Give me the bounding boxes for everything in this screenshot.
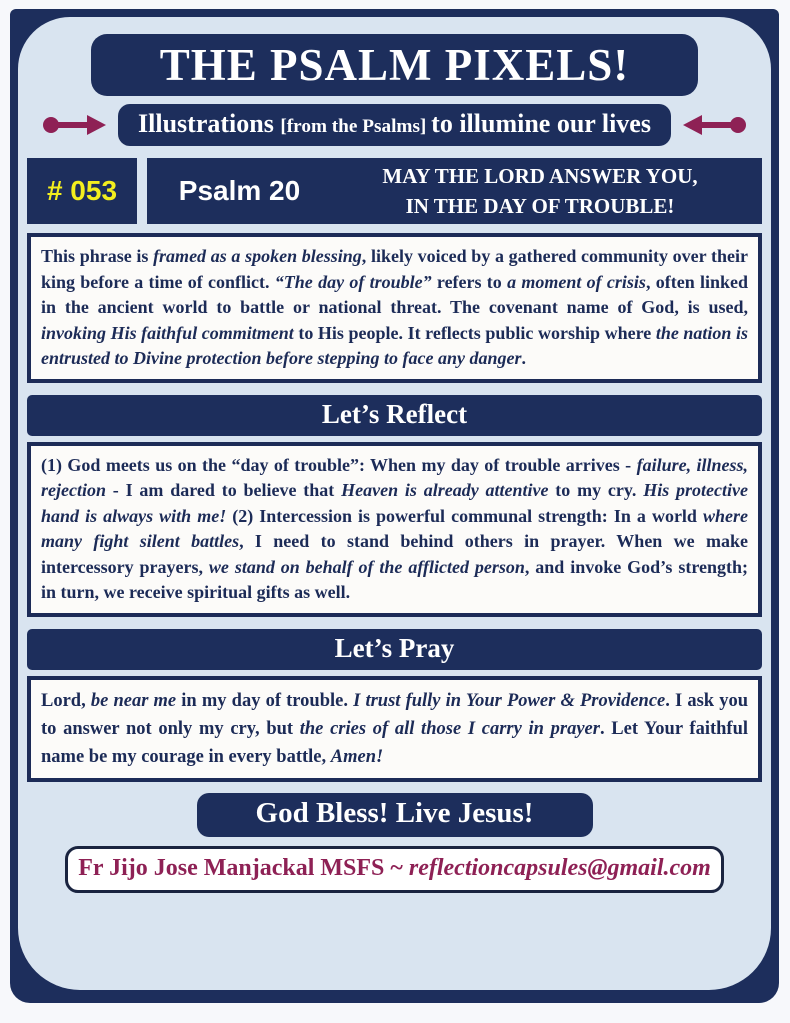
poster-card [10, 9, 779, 1003]
page-title: THE PSALM PIXELS! [159, 40, 630, 90]
edition-row [27, 158, 762, 224]
masthead [91, 34, 698, 96]
poster-content-panel [18, 17, 771, 990]
reflect-paragraph: (1) God meets us on the “day of trouble”: When my day of trouble arrives - failure, illness, rejection - I am dared to believe that Heaven is already attentive to my cry. His protective hand is always with me! (2) Intercession is powerful communal strength: In a world where many fight silent battles, I need to stand behind others in prayer. When we make intercessory prayers, we stand on behalf of the afflicted person, and invoke God’s strength; in turn, we receive spiritual gifts as well. [41, 454, 749, 603]
issue-number: # 053 [46, 175, 118, 206]
author-contact: Fr Jijo Jose Manjackal MSFS ~ reflectioncapsules@gmail.com [78, 855, 711, 882]
intro-paragraph: This phrase is framed as a spoken blessing, likely voiced by a gathered community over their king before a time of conflict. “The day of trouble” refers to a moment of crisis, often linked in the ancient world to battle or national threat. The covenant name of God, is used, invoking His faithful commitment to His people. It reflects public worship where the nation is entrusted to Divine protection before stepping to face any danger. [41, 246, 749, 369]
dot-arrow-right-icon [42, 113, 108, 137]
psalm-headline [332, 161, 762, 222]
prayer-paragraph-box [27, 676, 762, 782]
issue-number-box [27, 158, 137, 224]
author-contact-box [65, 846, 724, 893]
psalm-headline-box [147, 158, 762, 224]
reflect-section-header [27, 395, 762, 436]
tagline: Illustrations [from the Psalms] to illumine our lives [118, 104, 671, 146]
headline-line-2: IN THE DAY OF TROUBLE! [405, 194, 675, 218]
headline-line-1: MAY THE LORD ANSWER YOU, [382, 163, 698, 188]
blessing-banner [197, 793, 593, 837]
reflect-paragraph-box [27, 442, 762, 617]
pray-heading: Let’s Pray [334, 633, 455, 664]
pray-section-header [27, 629, 762, 670]
blessing-text: God Bless! Live Jesus! [255, 797, 534, 830]
dot-arrow-left-icon [681, 113, 747, 137]
prayer-paragraph: Lord, be near me in my day of trouble. I trust fully in Your Power & Providence. I ask you to answer not only my cry, but the cries of all those I carry in prayer. Let Your faithful name be my courage in every battle, Amen! [41, 691, 749, 768]
psalm-reference: Psalm 20 [178, 175, 301, 206]
intro-paragraph-box [27, 233, 762, 383]
tagline-row [27, 104, 762, 146]
reflect-heading: Let’s Reflect [321, 398, 468, 429]
